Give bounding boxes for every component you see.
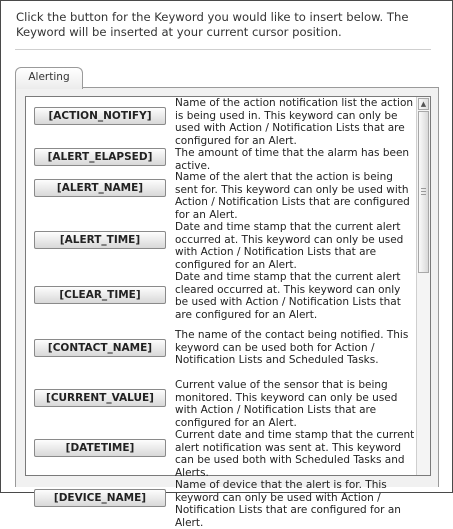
keyword-row	[26, 171, 416, 221]
keyword-description: The amount of time that the alarm has been active.	[175, 147, 410, 172]
keyword-list	[25, 96, 431, 529]
keyword-row	[26, 147, 416, 171]
instruction-text: Click the button for the Keyword you would like to insert below. The Keyword will be inserted at your current cursor position.	[16, 10, 409, 39]
keyword-row	[26, 97, 416, 147]
keyword-description: Name of the alert that the action is being sent for. This keyword can only be used with Action / Notification Lists that are configured for an Alert.	[175, 171, 410, 221]
keyword-button-contact-name[interactable]: [CONTACT_NAME]	[34, 339, 166, 357]
keyword-row	[26, 221, 416, 271]
keyword-button-clear-time[interactable]: [CLEAR_TIME]	[34, 286, 166, 304]
thumb-grip	[421, 188, 426, 189]
keyword-button-alert-time[interactable]: [ALERT_TIME]	[34, 231, 166, 249]
keyword-row	[26, 271, 416, 329]
scrollbar-thumb[interactable]	[418, 111, 429, 273]
keyword-button-alert-elapsed[interactable]: [ALERT_ELAPSED]	[34, 148, 166, 166]
keyword-button-device-name[interactable]: [DEVICE_NAME]	[34, 489, 166, 507]
keyword-description: Current value of the sensor that is being monitored. This keyword can only be used with Action / Notification Lists that are configured for an Alert.	[175, 379, 398, 429]
keyword-description: Name of the action notification list the action is being used in. This keyword can only be used with Action / Notification Lists that are configured for an Alert.	[175, 97, 414, 147]
keyword-rows	[26, 97, 416, 529]
divider	[15, 49, 431, 50]
keyword-row	[26, 429, 416, 479]
scroll-up-arrow-icon[interactable]: ▲	[418, 98, 429, 110]
keyword-row	[26, 379, 416, 429]
tab-alerting[interactable]: Alerting	[15, 67, 83, 89]
keyword-button-datetime[interactable]: [DATETIME]	[34, 439, 166, 457]
keyword-button-current-value[interactable]: [CURRENT_VALUE]	[34, 389, 166, 407]
keyword-description: Current date and time stamp that the current alert notification was sent at. This keyword can be used both with Scheduled Tasks and Alerts.	[175, 429, 415, 479]
thumb-grip	[421, 191, 426, 192]
tab-panel	[15, 87, 439, 529]
thumb-grip	[421, 194, 426, 195]
keyword-description: The name of the contact being notified. This keyword can be used both for Action / Notification Lists and Scheduled Tasks.	[175, 329, 409, 367]
keyword-row	[26, 479, 416, 529]
vertical-scrollbar[interactable]	[416, 97, 430, 475]
keyword-description: Date and time stamp that the current alert cleared occurred at. This keyword can only be used with Action / Notification Lists that are configured for an Alert.	[175, 271, 401, 321]
keyword-button-action-notify[interactable]: [ACTION_NOTIFY]	[34, 107, 166, 125]
keyword-description: Name of device that the alert is for. This keyword can only be used with Action / Notification Lists that are configured for an Alert.	[175, 479, 401, 529]
keyword-description: Date and time stamp that the current alert occurred at. This keyword can only be used with Action / Notification Lists that are configured for an Alert.	[175, 221, 404, 271]
keyword-row	[26, 329, 416, 379]
keyword-button-alert-name[interactable]: [ALERT_NAME]	[34, 179, 166, 197]
